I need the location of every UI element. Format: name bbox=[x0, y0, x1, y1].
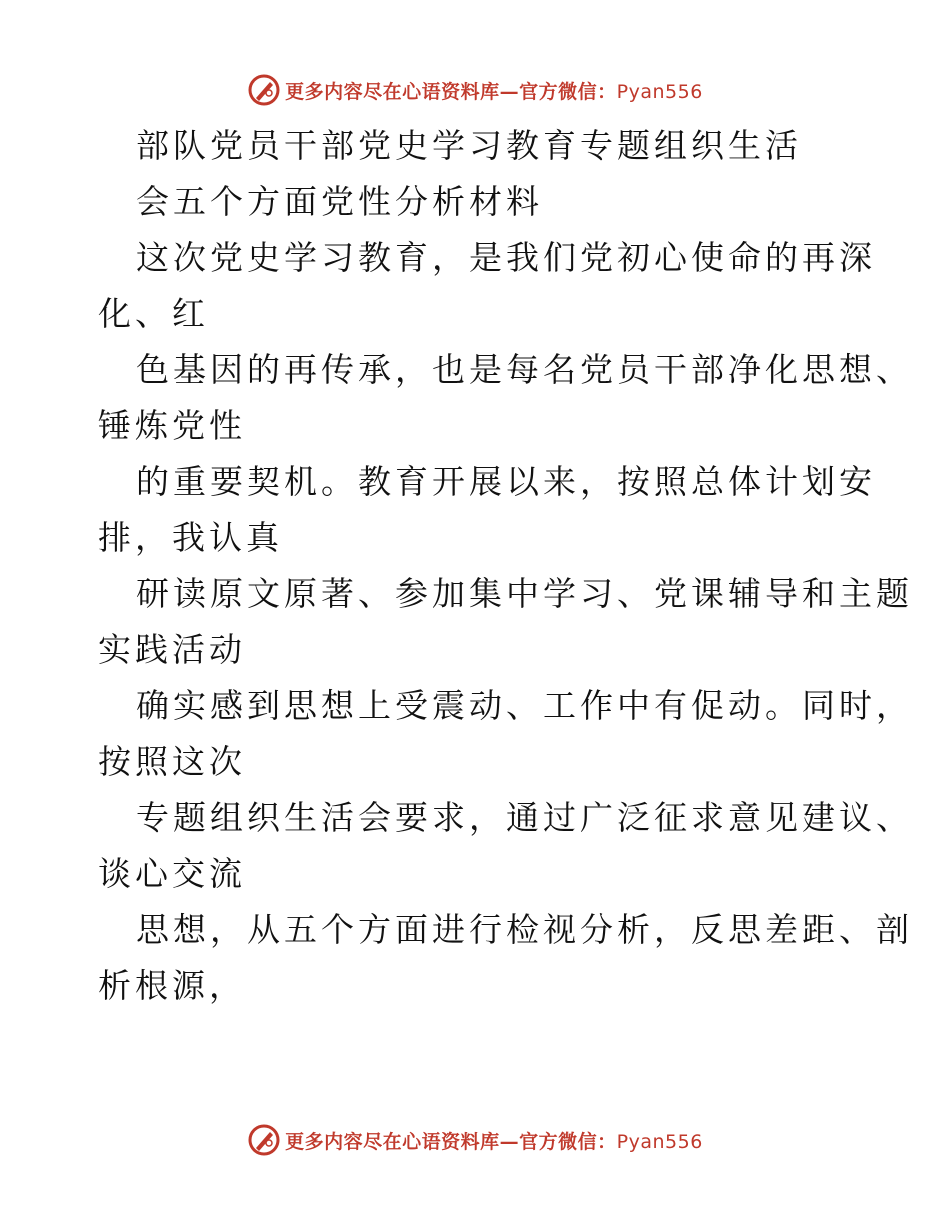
document-line: 部队党员干部党史学习教育专题组织生活 bbox=[136, 126, 802, 165]
document-line: 排，我认真 bbox=[98, 518, 283, 557]
footer-banner-text: 更多内容尽在心语资料库—官方微信：Pyan556 bbox=[285, 1130, 703, 1153]
document-line: 思想，从五个方面进行检视分析，反思差距、剖 bbox=[136, 910, 913, 949]
footer-banner bbox=[0, 1120, 950, 1160]
document-line: 会五个方面党性分析材料 bbox=[136, 182, 543, 221]
document-line: 确实感到思想上受震动、工作中有促动。同时， bbox=[136, 686, 913, 725]
document-line: 色基因的再传承，也是每名党员干部净化思想、 bbox=[136, 350, 913, 389]
header-banner-handle: Pyan556 bbox=[616, 80, 703, 103]
document-line: 按照这次 bbox=[98, 742, 246, 781]
brand-logo-icon bbox=[247, 73, 281, 107]
document-line: 的重要契机。教育开展以来，按照总体计划安 bbox=[136, 462, 876, 501]
document-body bbox=[98, 118, 913, 1014]
document-line: 锤炼党性 bbox=[98, 406, 246, 445]
document-line: 化、红 bbox=[98, 294, 209, 333]
document-line: 研读原文原著、参加集中学习、党课辅导和主题 bbox=[136, 574, 913, 613]
document-line: 专题组织生活会要求，通过广泛征求意见建议、 bbox=[136, 798, 913, 837]
document-line: 实践活动 bbox=[98, 630, 246, 669]
document-line: 析根源， bbox=[98, 966, 246, 1005]
document-line: 这次党史学习教育，是我们党初心使命的再深 bbox=[136, 238, 876, 277]
header-banner bbox=[0, 70, 950, 110]
header-banner-text: 更多内容尽在心语资料库—官方微信：Pyan556 bbox=[285, 80, 703, 103]
brand-logo-icon bbox=[247, 1123, 281, 1157]
footer-banner-handle: Pyan556 bbox=[616, 1130, 703, 1153]
document-line: 谈心交流 bbox=[98, 854, 246, 893]
